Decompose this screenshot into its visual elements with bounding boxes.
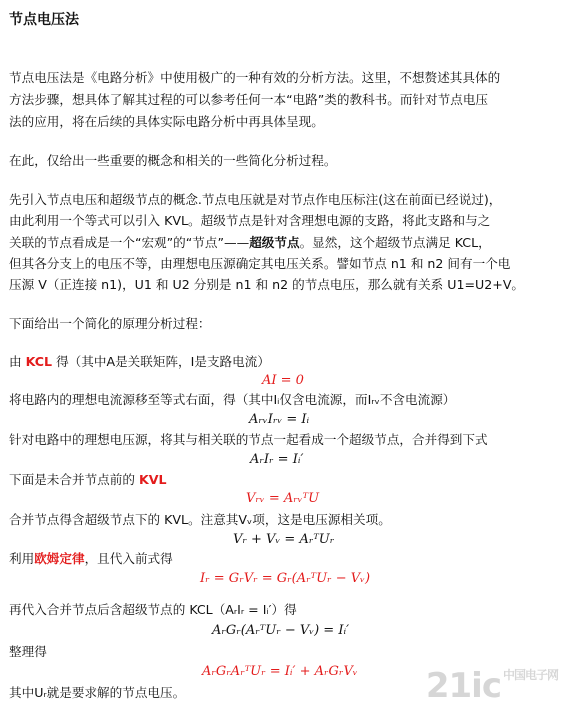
step-ohm-a: 利用 — [9, 551, 35, 566]
step-ohm-c: ，且代入前式得 — [84, 551, 173, 566]
step-kcl-a: 由 — [9, 354, 26, 369]
paragraph-intro-line-2: 方法步骤，想具体了解其过程的可以参考任何一本“电路”类的教科书。而针对节点电压 — [9, 92, 489, 107]
step-kcl-c: 得（其中A是关联矩阵，I是支路电流） — [52, 354, 270, 369]
watermark-logo — [426, 666, 558, 706]
equation-merged-kvl: Vᵣ + Vᵥ = AᵣᵀUᵣ — [233, 532, 335, 547]
step-kvl-a: 下面是未合并节点前的 — [9, 472, 139, 487]
concepts-text-c: 。显然，这个超级节点满足 KCL， — [299, 235, 491, 250]
equation-kvl: Vᵣᵥ = AᵣᵥᵀU — [246, 491, 320, 506]
step-substitute-text: 再代入合并节点后含超级节点的 KCL（AᵣIᵣ = Iᵢ′）得 — [9, 602, 297, 617]
equation-substitute: AᵣGᵣ(AᵣᵀUᵣ − Vᵥ) = Iᵢ′ — [212, 623, 350, 638]
equation-ohm: Iᵣ = GᵣVᵣ = Gᵣ(AᵣᵀUᵣ − Vᵥ) — [200, 571, 371, 586]
ohm-law-highlight: 欧姆定律 — [34, 551, 85, 566]
equation-current-source: AᵣᵥIᵣᵥ = Iᵢ — [249, 412, 310, 427]
step-kcl-text — [9, 353, 270, 371]
step-super-node-text: 针对电路中的理想电压源，将其与相关联的节点一起看成一个超级节点，合并得到下式 — [9, 432, 488, 447]
paragraph-analysis-intro: 下面给出一个简化的原理分析过程： — [9, 316, 211, 331]
equation-kcl: AI = 0 — [262, 373, 304, 388]
step-ohm-text — [9, 550, 173, 568]
step-current-source-text: 将电路内的理想电流源移至等式右面，得（其中Iᵢ仅含电流源，而Iᵣᵥ不含电流源） — [9, 392, 456, 407]
step-arrange-text: 整理得 — [9, 644, 47, 659]
step-kvl-text — [9, 471, 166, 489]
equation-super-node: AᵣIᵣ = Iᵢ′ — [250, 452, 304, 467]
document-title: 节点电压法 — [9, 12, 79, 28]
paragraph-concepts-line-2: 由此利用一个等式可以引入 KVL。超级节点是针对含理想电源的支路，将此支路和与之 — [9, 213, 491, 228]
paragraph-scope: 在此，仅给出一些重要的概念和相关的一些简化分析过程。 — [9, 153, 337, 168]
concepts-text-a: 关联的节点看成是一个“宏观”的“节点”—— — [9, 235, 250, 250]
conclusion-text: 其中Uᵣ就是要求解的节点电压。 — [9, 685, 186, 700]
kvl-highlight: KVL — [138, 472, 167, 487]
paragraph-concepts-line-5: 压源 V（正连接 n1)，U1 和 U2 分别是 n1 和 n2 的节点电压，那么就有关系 U1=U2+V。 — [9, 277, 525, 292]
paragraph-intro-line-1: 节点电压法是《电路分析》中使用极广的一种有效的分析方法。这里，不想赘述其具体的 — [9, 70, 501, 85]
paragraph-concepts-line-4: 但其各分支上的电压不等，由理想电压源确定其电压关系。譬如节点 n1 和 n2 间有一个电 — [9, 256, 511, 271]
paragraph-concepts-line-1: 先引入节点电压和超级节点的概念.节点电压就是对节点作电压标注(这在前面已经说过)， — [9, 192, 502, 207]
step-merged-kvl-text: 合并节点得含超级节点下的 KVL。注意其Vᵥ项，这是电压源相关项。 — [9, 512, 391, 527]
paragraph-concepts-line-3 — [9, 234, 491, 252]
kcl-highlight: KCL — [25, 354, 53, 369]
super-node-term: 超级节点 — [249, 235, 300, 250]
watermark-main: 21ic — [425, 666, 501, 706]
equation-final: AᵣGᵣAᵣᵀUᵣ = Iᵢ′ + AᵣGᵣVᵥ — [202, 664, 358, 679]
watermark-sub: 中国电子网 — [502, 668, 558, 682]
paragraph-intro-line-3: 法的应用，将在后续的具体实际电路分析中再具体呈现。 — [9, 114, 324, 129]
